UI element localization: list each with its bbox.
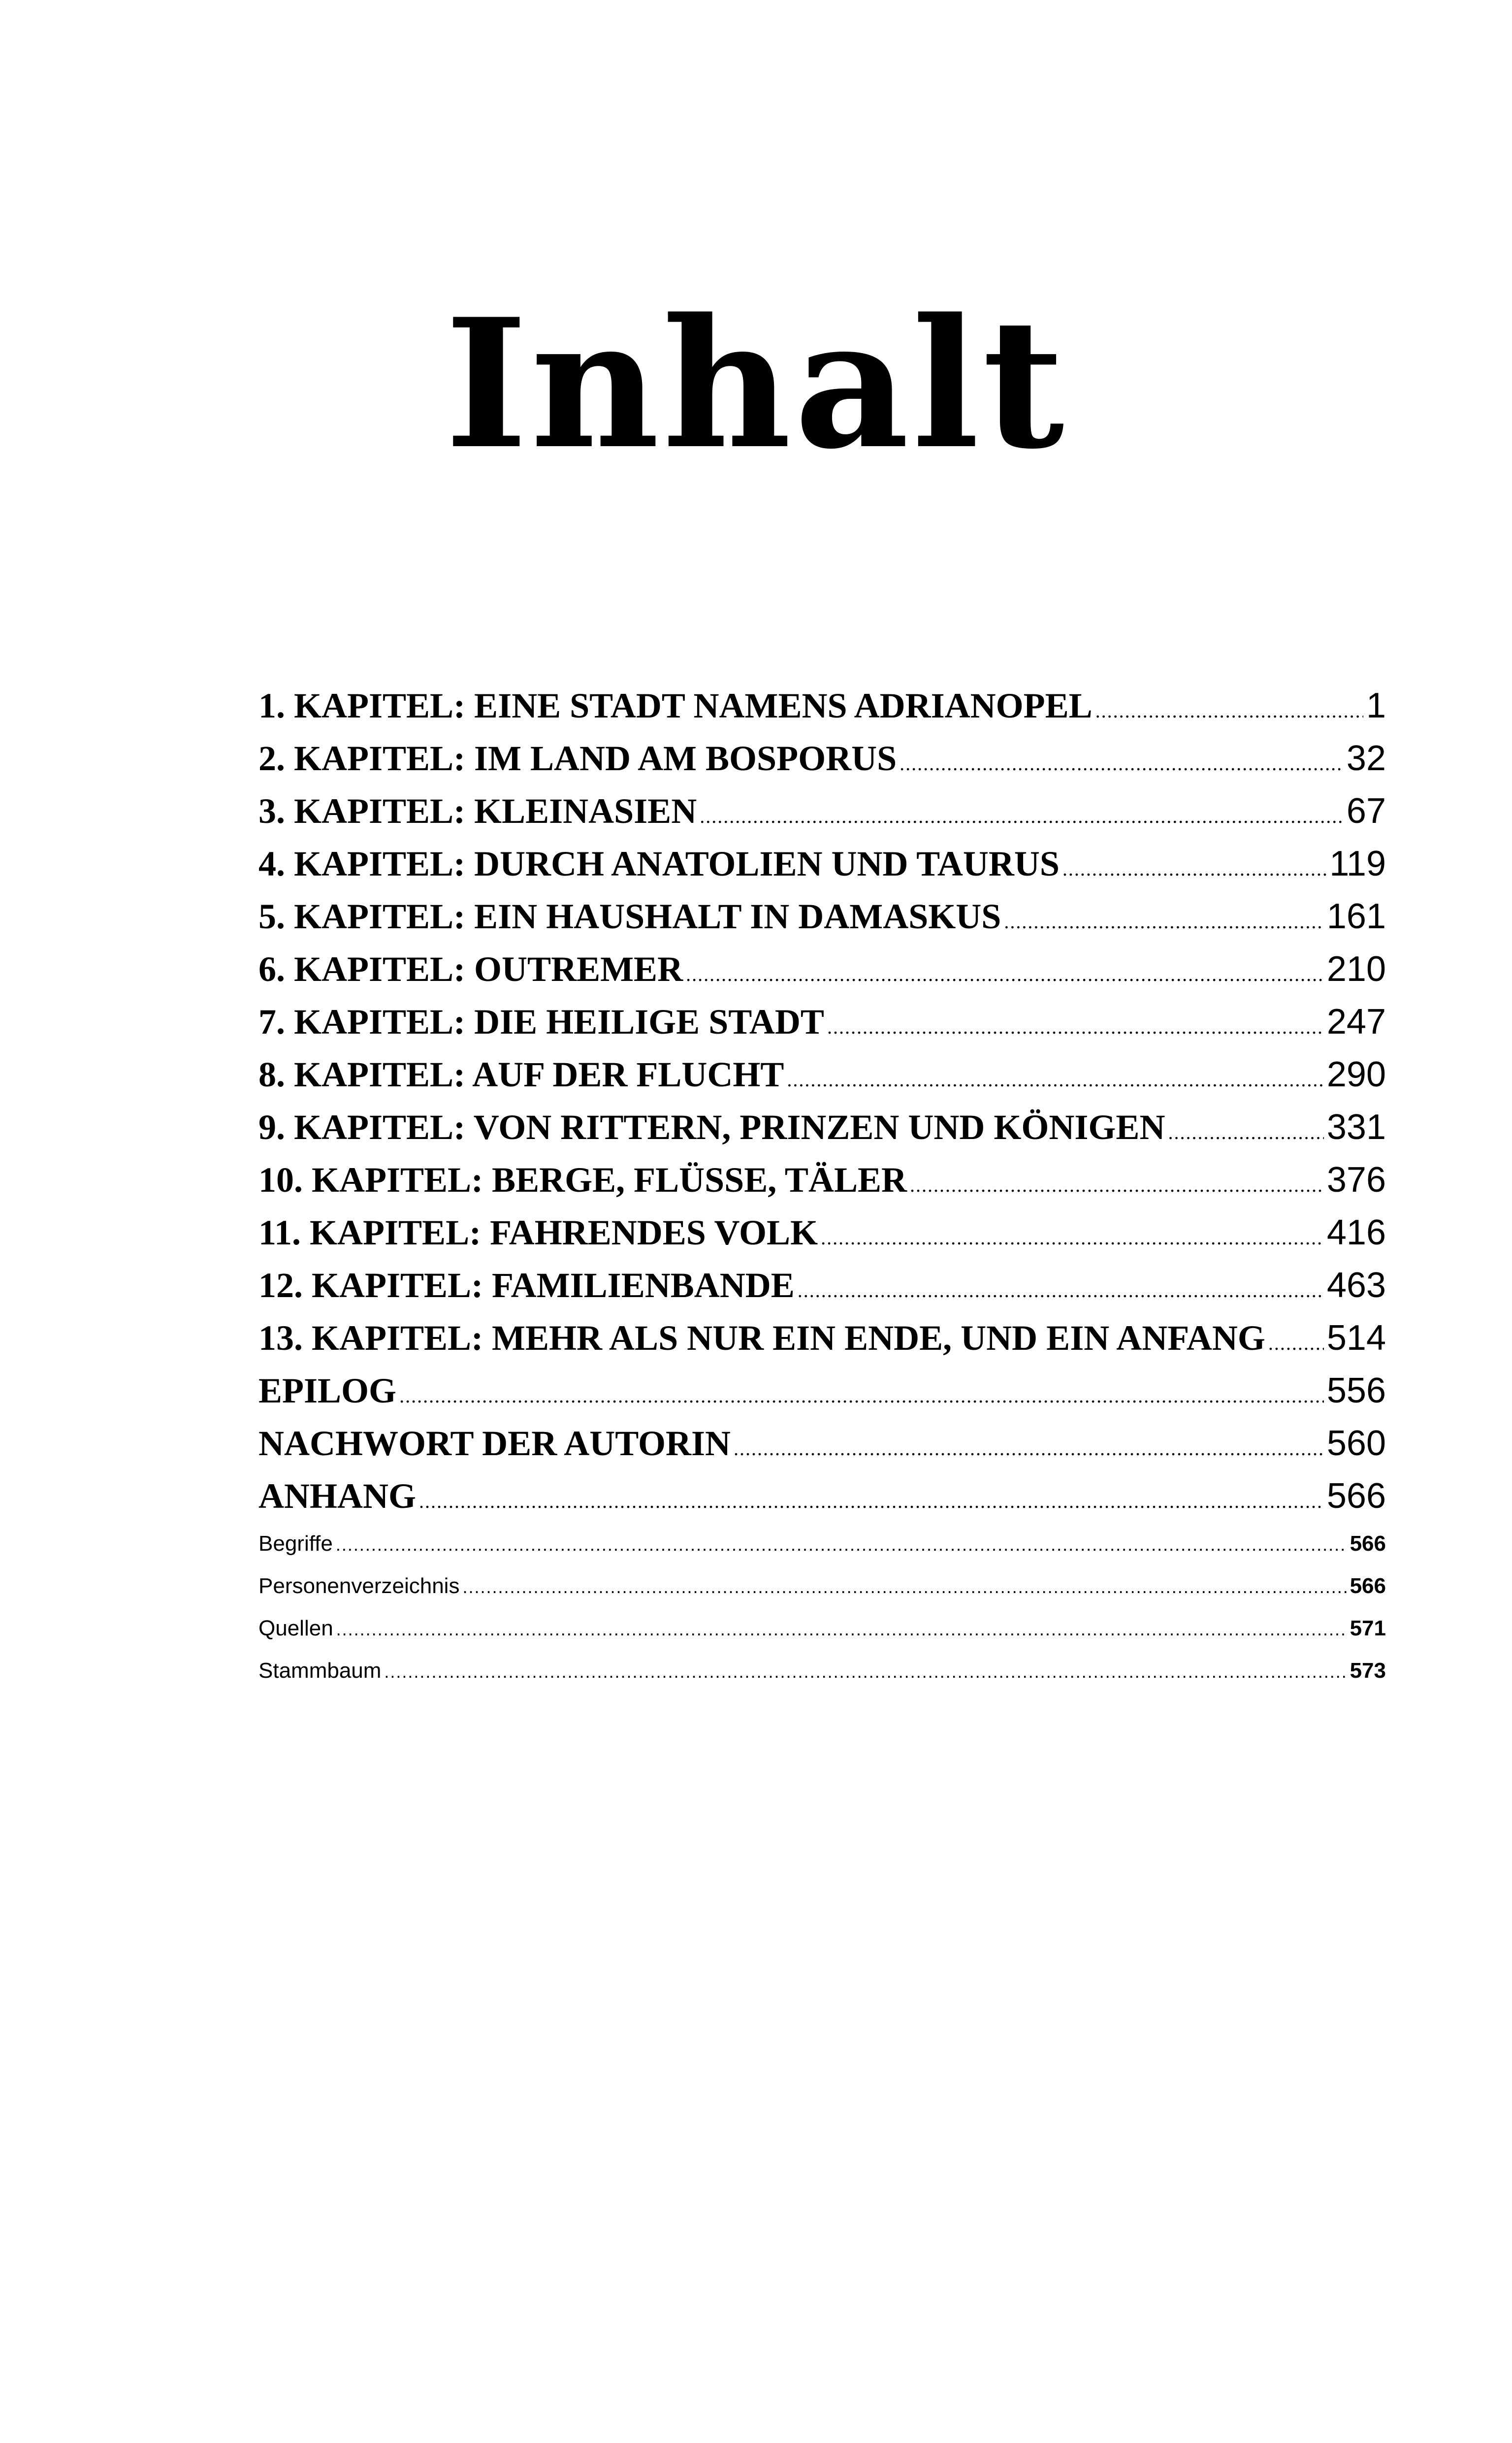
- toc-entry-chapter-7: [258, 996, 1386, 1048]
- toc-entry-page: 514: [1326, 1318, 1386, 1358]
- table-of-contents: [258, 680, 1386, 1692]
- toc-entry-page: 1: [1366, 686, 1386, 725]
- toc-entry-label: 6. KAPITEL: OUTREMER: [258, 949, 683, 989]
- dot-leader: [384, 1650, 1347, 1693]
- toc-entry-label: 5. KAPITEL: EIN HAUSHALT IN DAMASKUS: [258, 897, 1001, 936]
- toc-entry-chapter-8: [258, 1048, 1386, 1101]
- toc-entry-chapter-1: [258, 680, 1386, 732]
- toc-entry-chapter-12: [258, 1259, 1386, 1312]
- dot-leader: [1095, 680, 1363, 737]
- toc-entry-label: ANHANG: [258, 1476, 416, 1516]
- toc-entry-page: 556: [1326, 1371, 1386, 1410]
- toc-subentry-stammbaum: [258, 1650, 1386, 1692]
- toc-subentry-label: Stammbaum: [258, 1659, 382, 1683]
- dot-leader: [1062, 838, 1326, 895]
- dot-leader: [700, 785, 1344, 843]
- toc-entry-page: 247: [1326, 1002, 1386, 1042]
- toc-entry-chapter-4: [258, 838, 1386, 890]
- dot-leader: [910, 1154, 1324, 1211]
- toc-entry-chapter-6: [258, 943, 1386, 996]
- dot-leader: [462, 1565, 1347, 1608]
- dot-leader: [399, 1365, 1324, 1422]
- toc-entry-page: 67: [1346, 791, 1386, 831]
- toc-entry-anhang: [258, 1470, 1386, 1523]
- dot-leader: [419, 1470, 1324, 1528]
- toc-subentry-page: 573: [1350, 1659, 1386, 1683]
- toc-entry-label: 7. KAPITEL: DIE HEILIGE STADT: [258, 1002, 824, 1042]
- toc-subentry-label: Personenverzeichnis: [258, 1574, 460, 1598]
- dot-leader: [821, 1206, 1324, 1264]
- toc-entry-page: 161: [1326, 897, 1386, 936]
- toc-entry-epilog: [258, 1365, 1386, 1417]
- toc-entry-chapter-3: [258, 785, 1386, 838]
- dot-leader: [1004, 890, 1324, 948]
- toc-entry-label: 10. KAPITEL: BERGE, FLÜSSE, TÄLER: [258, 1160, 907, 1200]
- toc-entry-page: 560: [1326, 1424, 1386, 1463]
- toc-entry-chapter-13: [258, 1312, 1386, 1365]
- dot-leader: [336, 1607, 1347, 1651]
- dot-leader: [1168, 1101, 1323, 1159]
- toc-entry-page: 290: [1326, 1055, 1386, 1094]
- dot-leader: [1268, 1312, 1324, 1369]
- toc-entry-chapter-9: [258, 1101, 1386, 1154]
- toc-entry-label: 12. KAPITEL: FAMILIENBANDE: [258, 1266, 795, 1305]
- toc-entry-nachwort: [258, 1417, 1386, 1470]
- toc-entry-label: 13. KAPITEL: MEHR ALS NUR EIN ENDE, UND EIN ANFANG: [258, 1318, 1265, 1358]
- toc-entry-label: 3. KAPITEL: KLEINASIEN: [258, 791, 697, 831]
- dot-leader: [798, 1259, 1324, 1317]
- toc-entry-label: NACHWORT DER AUTORIN: [258, 1424, 731, 1463]
- dot-leader: [827, 996, 1324, 1053]
- dot-leader: [686, 943, 1324, 1001]
- toc-entry-page: 566: [1326, 1476, 1386, 1516]
- toc-subentry-begriffe: [258, 1523, 1386, 1565]
- toc-entry-chapter-11: [258, 1206, 1386, 1259]
- dot-leader: [734, 1417, 1324, 1475]
- toc-entry-page: 331: [1326, 1107, 1386, 1147]
- toc-subentry-label: Begriffe: [258, 1531, 333, 1556]
- toc-entry-page: 210: [1326, 949, 1386, 989]
- page-title: Inhalt: [445, 280, 1067, 488]
- toc-entry-label: 1. KAPITEL: EINE STADT NAMENS ADRIANOPEL: [258, 686, 1093, 725]
- toc-entry-page: 376: [1326, 1160, 1386, 1200]
- toc-subentry-quellen: [258, 1607, 1386, 1650]
- toc-subentry-personenverzeichnis: [258, 1565, 1386, 1607]
- toc-entry-label: 2. KAPITEL: IM LAND AM BOSPORUS: [258, 739, 897, 778]
- toc-subentry-page: 566: [1350, 1574, 1386, 1598]
- toc-entry-label: EPILOG: [258, 1371, 397, 1410]
- toc-entry-label: 4. KAPITEL: DURCH ANATOLIEN UND TAURUS: [258, 844, 1060, 883]
- toc-entry-label: 8. KAPITEL: AUF DER FLUCHT: [258, 1055, 784, 1094]
- toc-entry-label: 9. KAPITEL: VON RITTERN, PRINZEN UND KÖNIGEN: [258, 1107, 1165, 1147]
- toc-entry-chapter-10: [258, 1154, 1386, 1206]
- toc-entry-label: 11. KAPITEL: FAHRENDES VOLK: [258, 1213, 818, 1252]
- toc-entry-chapter-5: [258, 890, 1386, 943]
- dot-leader: [900, 732, 1344, 790]
- toc-entry-page: 119: [1329, 844, 1386, 883]
- dot-leader: [336, 1523, 1347, 1566]
- toc-subentry-label: Quellen: [258, 1616, 333, 1640]
- toc-subentry-page: 571: [1350, 1616, 1386, 1640]
- toc-subentry-page: 566: [1350, 1531, 1386, 1556]
- toc-entry-page: 463: [1326, 1266, 1386, 1305]
- toc-entry-chapter-2: [258, 732, 1386, 785]
- toc-entry-page: 32: [1346, 739, 1386, 778]
- dot-leader: [787, 1048, 1323, 1106]
- toc-entry-page: 416: [1326, 1213, 1386, 1252]
